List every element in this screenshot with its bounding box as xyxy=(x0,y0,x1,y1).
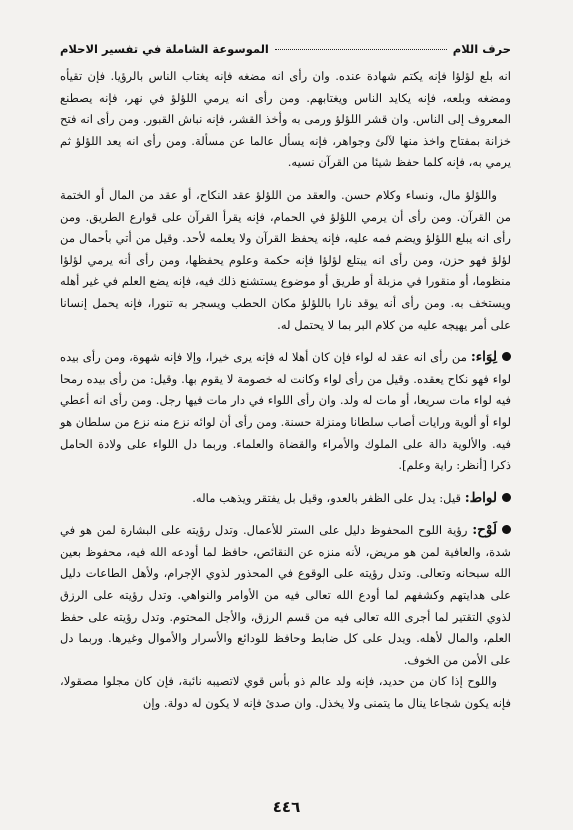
paragraph-gap xyxy=(60,336,511,347)
entry-heading: لِوَاء: xyxy=(470,349,497,366)
bullet-icon xyxy=(502,352,511,361)
entry-text: رؤية اللوح المحفوظ دليل على الستر للأعمال. وتدل رؤيته على البشارة لمن هو في شدة، والعافية لمن هو مريض، لأنه منزه عن النقائص، حافظ لما أودعه الله فيه، محفوظ بعين الله سبحانه وتعالى. وتدل رؤيته على الوقوع في المحذور لذوي الإجرام، ولأهل الطاعات دليل على هدايتهم وكشفهم لما أودع الله تعالى فيه من الأوامر والنواهي. وتدل رؤيته على الرزق لذوي التقتير لما أجرى الله تعالى فيه من قسم الرزق، والأجل المحتوم. وتدل رؤيته على حفظ العلم، والمال لأهله. ويدل على كل ضابط وحافظ للودائع والأسرار والأموال وغيرها. وربما دل على الأمن من الخوف. xyxy=(60,523,511,667)
paragraph-gap xyxy=(60,174,511,185)
header-dot-leader xyxy=(275,49,447,50)
paragraph-gap xyxy=(60,477,511,488)
entry-text: قيل: يدل على الظفر بالعدو، وقيل بل يفتقر ويذهب ماله. xyxy=(192,490,461,505)
entry-lawh xyxy=(60,520,511,671)
entry-liwaa xyxy=(60,347,511,477)
running-header xyxy=(60,42,511,58)
entry-heading: لواط: xyxy=(464,489,497,506)
paragraph-lawh-2: واللوح إذا كان من حديد، فإنه ولد عالم ذو بأس قوي لاتصيبه نائبة، فإن كان مجلوا مصقولا، فإنه يكون شجاعا ينال ما يتمنى ولا يخذل. وان صدئ فإنه لا يكون له دولة. وإن xyxy=(60,674,511,711)
paragraph-pearls-1: انه بلع لؤلؤا فإنه يكتم شهادة عنده. وان رأى انه مضغه فإنه يغتاب الناس بالرؤيا. فإن تقيأه ومضغه وبلعه، فإنه يكايد الناس ويغتابهم. ومن رأى انه يرمي اللؤلؤ في نهر، فإنه يصطنع المعروف إلى الناس. وان قشر اللؤلؤ ورمى به وأخذ القشر، فإنه نباش القبور. ومن رأى انه فتح خزانة بمفتاح واخذ منها لآلئ وجواهر، فإنه يسأل عالما عن مسألة. ومن رأى انه يعد اللؤلؤ ثم يرمي به، فإنه كلما حفظ شيئا من القرآن نسيه. xyxy=(60,69,511,170)
entry-lawat xyxy=(60,488,511,510)
paragraph-gap xyxy=(60,509,511,520)
entry-text: من رأى انه عقد له لواء فإن كان أهلا له فإنه يرى خيرا، وإلا فإنه شهوة، ومن رأى بيده لواء فهو نكاح يعقده. وقيل من رأى لواء وكانت له خصومة لا يقوم بها. وقيل: من رأى بيده رمحا فيه لواء مات سريعا، أو مات له ولد. وان رأى اللواء في دار مات فيها رجل. ومن رأى انه أعطي لواء أو ألوية ورايات أصاب سلطانا ومنزلة حسنة. ومن رأى أن لوائه نزع منه نزع من سلطان هو فيه. والألوية دالة على الملوك والأمراء والقضاة والعلماء. وربما دل اللواء على ولادة الحامل ذكرا [أنظر: راية وعلم]. xyxy=(60,350,511,473)
bullet-icon xyxy=(502,493,511,502)
book-title: الموسوعة الشاملة في تفسير الاحلام xyxy=(60,42,269,56)
page-body xyxy=(60,66,511,715)
bullet-icon xyxy=(502,525,511,534)
page-number: ٤٤٦ xyxy=(272,798,301,816)
paragraph-pearls-2: واللؤلؤ مال، ونساء وكلام حسن. والعقد من اللؤلؤ عقد النكاح، أو عقد من المال أو الختمة من القرآن. ومن رأى أن يرمي اللؤلؤ في الحمام، فإنه يقرأ القرآن على قوارع الطريق. ومن رأى انه يبلع اللؤلؤ ويضم فمه عليه، فإنه يحفظ القرآن ولا يعلمه لأحد. وقيل من أتي بأحمال من لؤلؤ فهو حزن، ومن رأى انه يبتلع لؤلؤا فإنه حكمة وعلوم يحفظها، ومن رأى أنه يرمي لؤلؤا منظوما، أو منقورا في مزبلة أو طريق أو موضوع يستشنع ذلك فيه، فإنه يضع العلم في غير أهله ويستخف به. ومن رأى أنه يوقد نارا باللؤلؤ مكان الحطب ويسجر به تنورا، فإنه يحمل إنسانا على أمر يهيجه عليه من كلام البر بما لا يحتمل له. xyxy=(60,187,511,332)
chapter-title: حرف اللام xyxy=(452,42,511,56)
entry-heading: لَوْح: xyxy=(472,522,497,539)
